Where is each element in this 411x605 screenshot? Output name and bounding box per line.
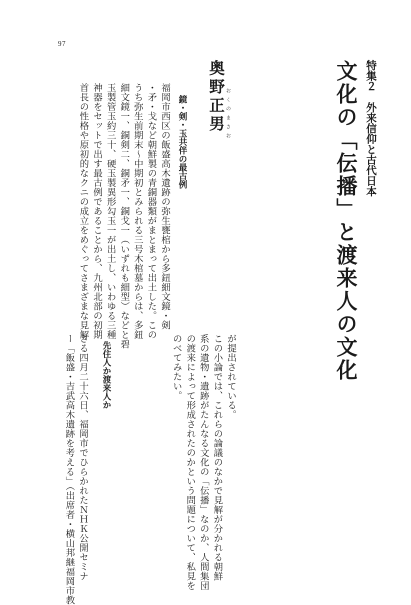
body-text-section2 [62, 334, 89, 605]
body-line: のべてみたい。 [170, 334, 182, 401]
section-heading-natives-or-immigrants: 先住人か渡来人か [101, 341, 111, 409]
body-line: うち弥生前期末〜中期初とみられる三号木棺墓からは、多鈕 [131, 83, 143, 340]
body-line: 玉製管玉約三十、硬玉製異形勾玉一が出土し、いわゆる三種 [104, 83, 116, 340]
author-ruby: おくのまさお [225, 88, 231, 142]
body-line: の渡来によって形成されたのかという問題について、私見を [184, 334, 196, 591]
page-number: 97 [58, 40, 66, 48]
body-line: 首長の性格や原初的なクニの成立をめぐってさまざまな見解 [77, 83, 89, 340]
body-line: ー「飯盛・吉武高木遺跡を考える」（出席者・横山邦継福岡市教 [63, 334, 75, 605]
body-line: さる四月二十六日、福岡市でひらかれたＮＨＫ公開セミナ [77, 334, 88, 581]
article-title: 文化の「伝播」と渡来人の文化 [334, 60, 358, 382]
author-name: 奥野正男 [207, 60, 226, 134]
body-line: 福岡市西区の飯盛高木遺跡の弥生甕棺から多鈕細文鏡・剣 [159, 83, 170, 330]
body-line: が提出されている。 [225, 334, 236, 420]
series-label: 特集２ 外来信仰と古代日本 [365, 60, 377, 197]
body-line: 細文鏡一、銅剣二、銅矛一、銅戈一（いずれも細型）などと碧 [118, 83, 130, 349]
body-line: この小論では、これらの論議のなかで見解が分かれる朝鮮 [211, 334, 223, 581]
body-text-section1-continued [169, 334, 237, 591]
body-line: 系の遺物・遺跡がたんなる文化の「伝播」なのか、人間集団 [197, 334, 209, 591]
body-text-section1 [76, 83, 171, 349]
section-heading-mirror-sword-jewel: 鏡・剣・玉共伴の最古例 [177, 95, 187, 189]
body-line: ・矛・戈など朝鮮製の青銅器類がまとまって出土した。この [145, 83, 157, 340]
body-line: 神器をセットで出す最古例であることから、九州北部の初期 [91, 83, 103, 340]
